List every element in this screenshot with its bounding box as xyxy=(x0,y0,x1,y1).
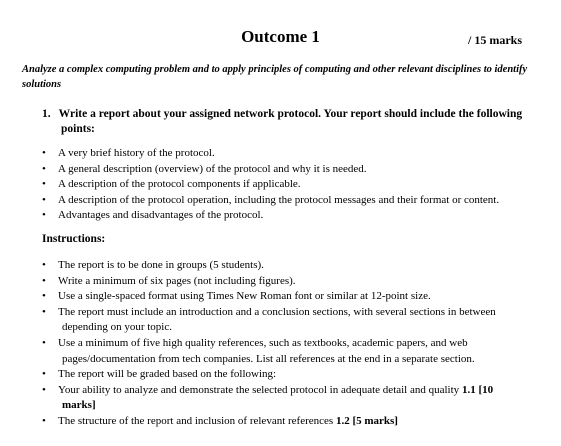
list-item: • The report is to be done in groups (5 students). xyxy=(42,258,547,274)
marks-label: 1.2 [5 marks] xyxy=(335,414,398,427)
list-item: • The report will be graded based on the following: xyxy=(42,367,547,383)
instructions-heading: Instructions: xyxy=(42,233,106,245)
question-text-line-1: Write a report about your assigned network protocol. Your report should include the following xyxy=(58,108,523,120)
marks-label: 1.1 [10 xyxy=(461,383,494,396)
question-text-line-2: points: xyxy=(61,123,95,135)
marks-label: marks] xyxy=(62,399,96,412)
list-item: • The report must include an introduction and a conclusion sections, with several sections in between depending on your topic. xyxy=(42,305,547,336)
list-item: • A very brief history of the protocol. xyxy=(42,146,547,162)
list-item: • Advantages and disadvantages of the protocol. xyxy=(42,208,547,224)
list-item: • The structure of the report and inclusion of relevant references 1.2 [5 marks] xyxy=(42,414,547,430)
list-item: • A description of the protocol components if applicable. xyxy=(42,177,547,193)
page-title: Outcome 1 xyxy=(241,27,320,46)
list-item: • A general description (overview) of the protocol and why it is needed. xyxy=(42,162,547,178)
learning-objective: Analyze a complex computing problem and to apply principles of computing and other relevant disciplines to identify solutions xyxy=(22,64,528,90)
list-item: • A description of the protocol operation, including the protocol messages and their format or content. xyxy=(42,193,547,209)
total-marks: / 15 marks xyxy=(468,33,522,47)
list-item: • Your ability to analyze and demonstrate the selected protocol in adequate detail and quality 1.1 [10 marks] xyxy=(42,383,547,414)
question-number: 1. xyxy=(42,108,51,120)
question-1 xyxy=(42,107,537,137)
list-item: • Use a single-spaced format using Times New Roman font or similar at 12-point size. xyxy=(42,289,547,305)
list-item: • Use a minimum of five high quality references, such as textbooks, academic papers, and web pages/documentation from tech companies. List all references at the end in a separate section. xyxy=(42,336,547,367)
instructions-list xyxy=(42,258,547,430)
report-points-list xyxy=(42,146,547,224)
list-item: • Write a minimum of six pages (not including figures). xyxy=(42,274,547,290)
